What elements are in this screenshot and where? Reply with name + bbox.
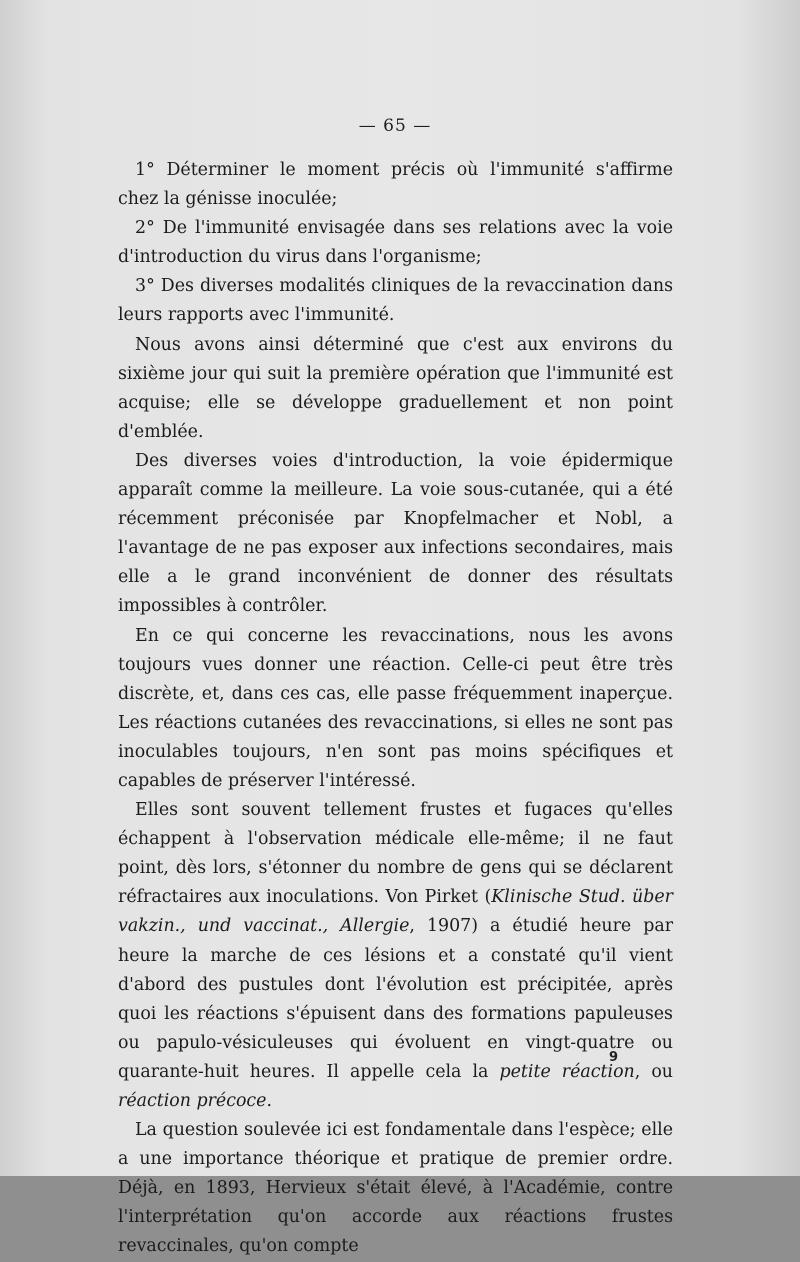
page-body bbox=[118, 156, 673, 1262]
citation-title: Klinische Stud. über vakzin., und vaccinat., Allergie bbox=[118, 887, 673, 937]
paragraph-6: En ce qui concerne les revaccinations, nous les avons toujours vues donner une réaction. Celle-ci peut être très discrète, et, dans ces cas, elle passe fréquemment inaperçue. Les réactions cutanées des revaccinations, si elles ne sont pas inoculables toujours, n'en sont pas moins spécifiques et capables de préserver l'intéressé. bbox=[118, 625, 673, 791]
term-petite-reaction: petite réaction bbox=[499, 1061, 635, 1082]
paragraph-8: La question soulevée ici est fondamentale dans l'espèce; elle a une importance théorique et pratique de premier ordre. Déjà, en 1893, Hervieux s'était élevé, à l'Académie, contre l'interprétation qu'on accorde aux réactions frustes revaccinales, qu'on compte bbox=[118, 1120, 673, 1257]
signature-mark: 9 bbox=[609, 1050, 619, 1065]
page-number-header: — 65 — bbox=[358, 116, 432, 136]
paragraph-3: 3° Des diverses modalités cliniques de la revaccination dans leurs rapports avec l'immunité. bbox=[118, 276, 673, 326]
paragraph-5: Des diverses voies d'introduction, la voie épidermique apparaît comme la meilleure. La voie sous-cutanée, qui a été récemment préconisée par Knopfelmacher et Nobl, a l'avantage de ne pas exposer aux infections secondaires, mais elle a le grand inconvénient de donner des résultats impossibles à contrôler. bbox=[118, 450, 673, 617]
paragraph-7-text-3: , ou bbox=[634, 1061, 673, 1082]
paragraph-2: 2° De l'immunité envisagée dans ses relations avec la voie d'introduction du virus dans l'organisme; bbox=[118, 218, 673, 268]
term-reaction-precoce: réaction précoce bbox=[118, 1091, 267, 1111]
paragraph-4: Nous avons ainsi déterminé que c'est aux environs du sixième jour qui suit la première opération que l'immunité est acquise; elle se développe graduellement et non point d'emblée. bbox=[118, 334, 673, 442]
paragraph-7-text-1: Elles sont souvent tellement frustes et fugaces qu'elles échappent à l'observation médicale elle-même; il ne faut point, dès lors, s'étonner du nombre de gens qui se déclarent réfractaires aux inoculations. Von Pirket ( bbox=[118, 800, 673, 908]
paragraph-7 bbox=[118, 796, 673, 1116]
paragraph-7-text-2: , 1907) a étudié heure par heure la marche de ces lésions et a constaté qu'il vient d'abord des pustules dont l'évolution est précipitée, après quoi les réactions s'épuisent dans des formations papuleuses ou papulo-vésiculeuses qui évoluent en vingt-quatre ou quarante-huit heures. Il appelle cela la bbox=[118, 916, 674, 1082]
paragraph-7-text-4: . bbox=[266, 1091, 272, 1111]
paragraph-1: 1° Déterminer le moment précis où l'immunité s'affirme chez la génisse inoculée; bbox=[118, 160, 673, 210]
